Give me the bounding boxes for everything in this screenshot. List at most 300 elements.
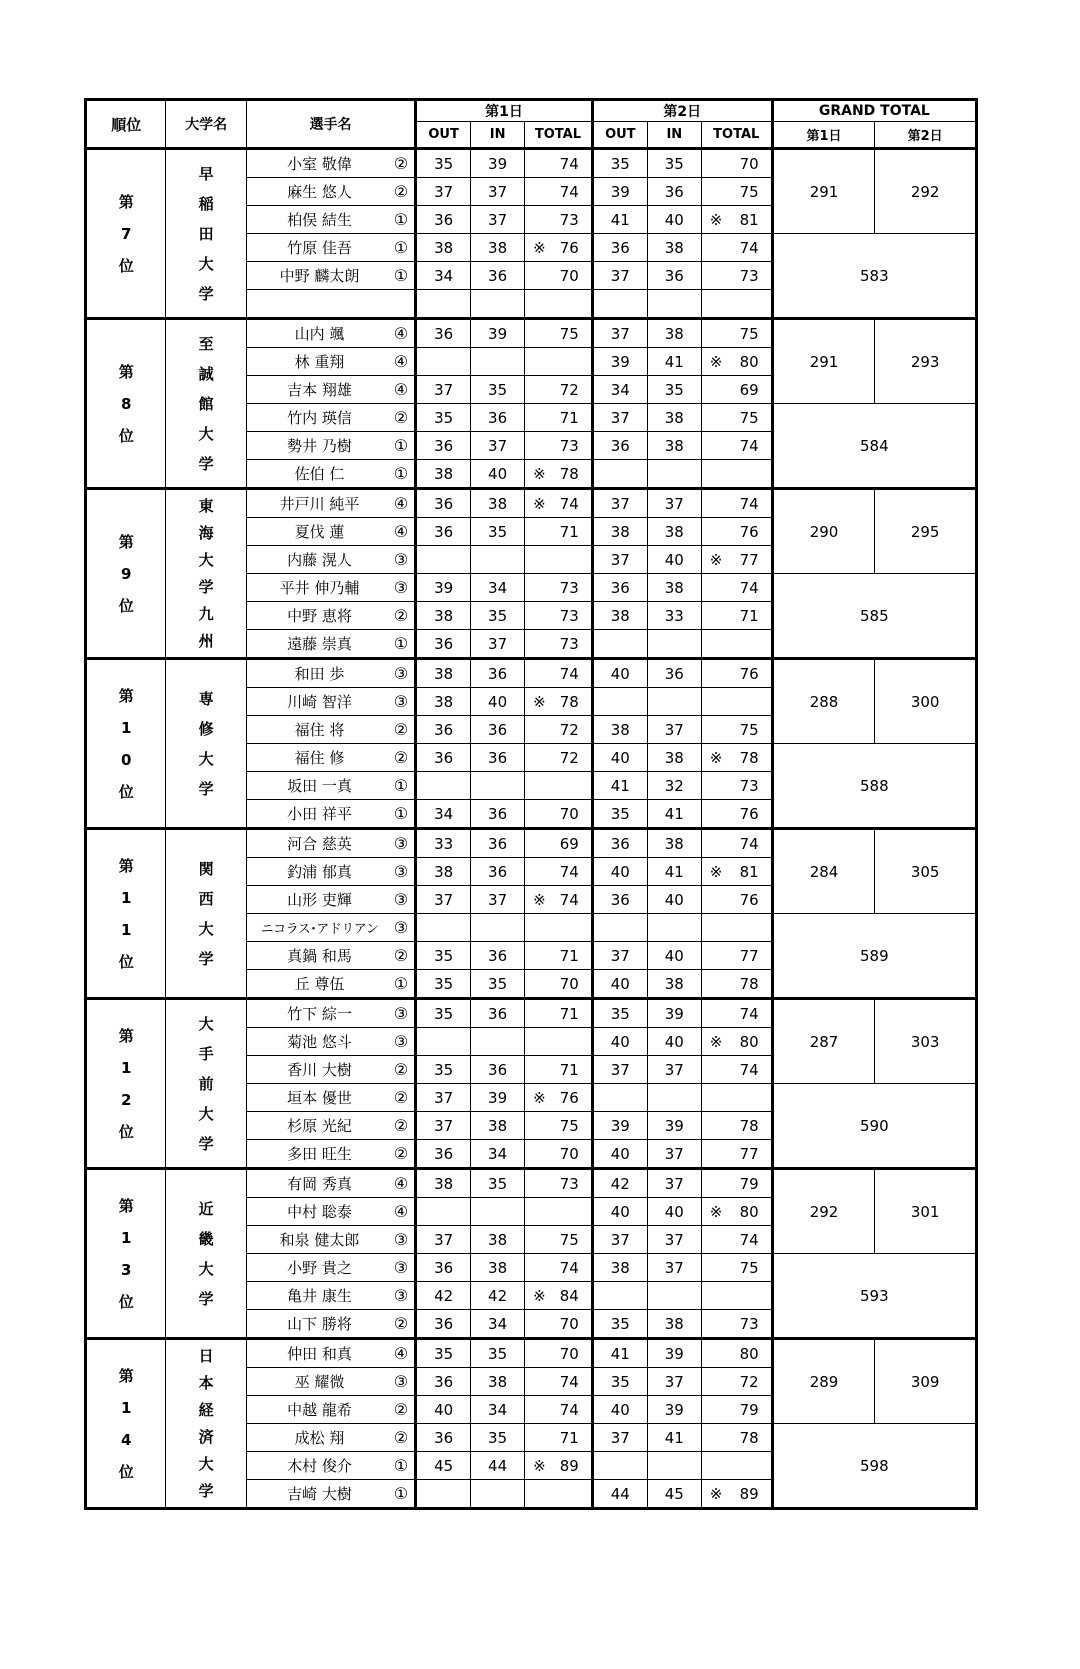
player-name-cell [246, 574, 415, 602]
player-name: 麻生 悠人 [287, 183, 352, 201]
d2-out-score: 35 [592, 999, 647, 1028]
d1-total-score: 72 [559, 748, 579, 767]
player-name: 丘 尊伍 [294, 975, 345, 993]
player-grade: ② [393, 154, 409, 173]
d2-total-score-cell [701, 1198, 772, 1226]
player-name-cell [246, 234, 415, 262]
d1-in-score: 35 [471, 376, 525, 404]
d2-in-score: 37 [647, 1056, 701, 1084]
rank-char: 9 [120, 564, 132, 583]
d2-out-score [592, 460, 647, 489]
d2-out-score: 35 [592, 149, 647, 178]
d2-in-score: 38 [647, 319, 701, 348]
d2-out-score: 41 [592, 1339, 647, 1368]
d2-in-score [647, 688, 701, 716]
d2-out-score [592, 630, 647, 659]
team-grand-total: 598 [772, 1424, 976, 1509]
d1-out-score: 38 [416, 460, 471, 489]
d1-total-score: 75 [559, 324, 579, 343]
university-char: 海 [198, 523, 214, 542]
d2-total-score: 70 [739, 154, 759, 173]
excluded-score-mark: ※ [533, 494, 546, 513]
d1-in-score: 38 [471, 489, 525, 518]
player-grade: ① [393, 1456, 409, 1475]
d2-in-score [647, 290, 701, 319]
rank-char: 1 [120, 718, 132, 737]
d1-total-score: 73 [559, 436, 579, 455]
d1-total-score-cell [525, 1226, 593, 1254]
d1-out-score: 36 [416, 1310, 471, 1339]
team-day1-total: 291 [772, 319, 875, 404]
d1-out-score: 35 [416, 1339, 471, 1368]
d1-total-score-cell [525, 800, 593, 829]
d2-out-score: 36 [592, 234, 647, 262]
d2-total-score-cell [701, 1310, 772, 1339]
rank-cell [86, 1339, 166, 1509]
player-name: 吉崎 大樹 [287, 1485, 352, 1503]
player-name: 夏伐 蓮 [294, 523, 345, 541]
d2-total-score-cell [701, 290, 772, 319]
university-char: 館 [198, 394, 214, 413]
university-char: 近 [198, 1199, 214, 1218]
player-name: 福住 将 [294, 721, 345, 739]
player-name: 多田 旺生 [287, 1145, 352, 1163]
d1-total-score: 71 [559, 1428, 579, 1447]
d1-out-score: 34 [416, 800, 471, 829]
d1-total-score: 76 [559, 1088, 579, 1107]
player-name: 小野 貴之 [287, 1259, 352, 1277]
team-day2-total: 293 [875, 319, 977, 404]
d2-in-score: 38 [647, 234, 701, 262]
player-grade: ③ [393, 692, 409, 711]
d2-out-score: 42 [592, 1169, 647, 1198]
player-grade: ③ [393, 918, 409, 937]
d1-in-score [471, 914, 525, 942]
university-char: 学 [198, 1134, 214, 1153]
d1-out-score [416, 348, 471, 376]
d1-total-score: 73 [559, 210, 579, 229]
d1-in-score: 40 [471, 460, 525, 489]
d2-out-score [592, 1084, 647, 1112]
player-name-cell [246, 262, 415, 290]
team-grand-total: 593 [772, 1254, 976, 1339]
d1-out-score: 38 [416, 234, 471, 262]
d1-total-score: 75 [559, 1116, 579, 1135]
d1-total-score-cell [525, 404, 593, 432]
header-gt-day2: 第2日 [875, 122, 977, 149]
d1-in-score: 34 [471, 1396, 525, 1424]
d2-total-score-cell [701, 886, 772, 914]
rank-char: 2 [120, 1090, 132, 1109]
d2-total-score: 81 [739, 210, 759, 229]
d1-total-score: 89 [559, 1456, 579, 1475]
player-grade: ① [393, 238, 409, 257]
player-name-cell [246, 1028, 415, 1056]
header-rank: 順位 [86, 100, 166, 149]
d2-out-score: 37 [592, 404, 647, 432]
d2-total-score: 74 [739, 834, 759, 853]
d1-out-score: 38 [416, 1169, 471, 1198]
d1-total-score: 74 [559, 1400, 579, 1419]
university-char: 学 [198, 1481, 214, 1500]
d2-out-score: 38 [592, 716, 647, 744]
university-cell [166, 829, 246, 999]
d1-in-score: 37 [471, 178, 525, 206]
player-grade: ② [393, 1144, 409, 1163]
team-grand-total: 590 [772, 1084, 976, 1169]
d2-total-score-cell [701, 1480, 772, 1509]
d2-in-score: 38 [647, 1310, 701, 1339]
d2-in-score: 38 [647, 574, 701, 602]
d1-total-score: 74 [559, 154, 579, 173]
d1-in-score: 35 [471, 1169, 525, 1198]
player-grade: ② [393, 1060, 409, 1079]
player-name-cell [246, 914, 415, 942]
d2-total-score: 80 [739, 1032, 759, 1051]
player-grade: ② [393, 1428, 409, 1447]
d1-out-score: 37 [416, 1112, 471, 1140]
player-name-cell [246, 1282, 415, 1310]
rank-char: 1 [120, 1228, 132, 1247]
team-day2-total: 309 [875, 1339, 977, 1424]
university-cell [166, 489, 246, 659]
d2-out-score: 39 [592, 1112, 647, 1140]
player-name: 和田 歩 [294, 665, 345, 683]
player-name-cell [246, 858, 415, 886]
player-name: 菊池 悠斗 [287, 1033, 352, 1051]
player-name-cell [246, 206, 415, 234]
d2-total-score: 80 [739, 352, 759, 371]
d2-total-score-cell [701, 800, 772, 829]
player-name-cell [246, 149, 415, 178]
d1-total-score: 70 [559, 974, 579, 993]
d1-total-score-cell [525, 1310, 593, 1339]
d1-out-score: 37 [416, 376, 471, 404]
d2-out-score: 40 [592, 1140, 647, 1169]
d1-in-score [471, 290, 525, 319]
team-day2-total: 303 [875, 999, 977, 1084]
team-grand-total: 588 [772, 744, 976, 829]
d2-out-score: 37 [592, 1226, 647, 1254]
player-name: 亀井 康生 [287, 1287, 352, 1305]
d1-in-score: 36 [471, 942, 525, 970]
d1-total-score: 71 [559, 946, 579, 965]
player-name-cell [246, 1452, 415, 1480]
player-grade: ② [393, 606, 409, 625]
results-table [84, 98, 978, 1510]
university-cell [166, 999, 246, 1169]
d1-in-score: 34 [471, 1310, 525, 1339]
d2-total-score-cell [701, 546, 772, 574]
rank-cell [86, 149, 166, 319]
team-day1-total: 290 [772, 489, 875, 574]
d2-total-score-cell [701, 1396, 772, 1424]
d1-total-score: 74 [559, 1258, 579, 1277]
player-grade: ② [393, 720, 409, 739]
d1-total-score-cell [525, 1084, 593, 1112]
university-char: 学 [198, 284, 214, 303]
d2-total-score: 79 [739, 1174, 759, 1193]
university-char: 州 [198, 631, 214, 650]
d2-in-score [647, 1084, 701, 1112]
d2-out-score: 40 [592, 1198, 647, 1226]
d2-out-score: 37 [592, 942, 647, 970]
header-d2-total: TOTAL [701, 122, 772, 149]
d2-total-score-cell [701, 489, 772, 518]
player-grade: ② [393, 408, 409, 427]
d1-out-score [416, 546, 471, 574]
d1-total-score: 71 [559, 1004, 579, 1023]
player-name: 巫 耀微 [294, 1373, 345, 1391]
rank-char: 第 [118, 1026, 134, 1045]
d2-in-score [647, 460, 701, 489]
rank-char: 第 [118, 532, 134, 551]
d2-total-score-cell [701, 659, 772, 688]
player-grade: ① [393, 634, 409, 653]
d1-total-score: 84 [559, 1286, 579, 1305]
d2-total-score-cell [701, 178, 772, 206]
d2-out-score [592, 688, 647, 716]
university-char: 学 [198, 1289, 214, 1308]
university-char: 学 [198, 577, 214, 596]
d2-total-score: 76 [739, 522, 759, 541]
player-name-cell [246, 630, 415, 659]
d1-total-score-cell [525, 970, 593, 999]
d2-out-score: 37 [592, 1424, 647, 1452]
d2-total-score: 74 [739, 1060, 759, 1079]
d2-in-score: 40 [647, 886, 701, 914]
d1-out-score [416, 1198, 471, 1226]
player-name: 遠藤 崇真 [287, 635, 352, 653]
d1-total-score: 74 [559, 182, 579, 201]
d2-out-score: 40 [592, 659, 647, 688]
d2-in-score: 39 [647, 1339, 701, 1368]
d1-total-score-cell [525, 886, 593, 914]
player-name-cell [246, 1480, 415, 1509]
player-grade: ① [393, 436, 409, 455]
player-grade: ③ [393, 578, 409, 597]
d1-total-score-cell [525, 829, 593, 858]
university-cell [166, 149, 246, 319]
rank-char: 第 [118, 686, 134, 705]
rank-char: 位 [118, 952, 134, 971]
team-grand-total: 584 [772, 404, 976, 489]
d2-total-score: 74 [739, 1230, 759, 1249]
d1-in-score: 34 [471, 574, 525, 602]
rank-char: 1 [120, 888, 132, 907]
d2-in-score: 40 [647, 1028, 701, 1056]
d1-out-score [416, 290, 471, 319]
rank-char: 第 [118, 1366, 134, 1385]
d2-total-score-cell [701, 1339, 772, 1368]
d1-out-score: 35 [416, 970, 471, 999]
d2-in-score: 41 [647, 800, 701, 829]
d1-total-score-cell [525, 942, 593, 970]
d1-in-score: 37 [471, 630, 525, 659]
d1-out-score: 39 [416, 574, 471, 602]
d2-total-score-cell [701, 716, 772, 744]
d2-total-score-cell [701, 688, 772, 716]
player-name: 竹内 瑛信 [287, 409, 352, 427]
player-name: 竹下 綜一 [287, 1005, 352, 1023]
university-char: 専 [198, 689, 214, 708]
d1-total-score: 78 [559, 464, 579, 483]
d2-total-score-cell [701, 630, 772, 659]
d2-out-score: 35 [592, 1368, 647, 1396]
d1-in-score [471, 1028, 525, 1056]
d1-out-score: 38 [416, 659, 471, 688]
rank-char: 位 [118, 596, 134, 615]
d2-total-score-cell [701, 999, 772, 1028]
d1-in-score: 36 [471, 744, 525, 772]
d2-in-score: 40 [647, 942, 701, 970]
d2-total-score-cell [701, 206, 772, 234]
university-char: 学 [198, 949, 214, 968]
d1-in-score: 36 [471, 404, 525, 432]
player-name-cell [246, 1056, 415, 1084]
d2-in-score: 38 [647, 518, 701, 546]
d1-total-score-cell [525, 574, 593, 602]
d1-out-score: 35 [416, 1056, 471, 1084]
excluded-score-mark: ※ [709, 550, 723, 569]
d1-out-score: 35 [416, 999, 471, 1028]
d1-total-score-cell [525, 1056, 593, 1084]
d2-out-score: 41 [592, 206, 647, 234]
d1-out-score: 36 [416, 518, 471, 546]
d2-total-score-cell [701, 262, 772, 290]
d1-total-score-cell [525, 290, 593, 319]
player-name-cell [246, 942, 415, 970]
d1-total-score-cell [525, 1198, 593, 1226]
d2-total-score: 77 [739, 1144, 759, 1163]
excluded-score-mark: ※ [709, 862, 723, 881]
d1-out-score: 35 [416, 149, 471, 178]
player-name: 内藤 滉人 [287, 551, 352, 569]
d2-in-score [647, 630, 701, 659]
d1-out-score [416, 1480, 471, 1509]
d1-out-score: 38 [416, 858, 471, 886]
university-char: 大 [198, 550, 214, 569]
player-name: 井戸川 純平 [279, 495, 360, 513]
player-name-cell [246, 546, 415, 574]
d1-out-score: 37 [416, 886, 471, 914]
table-row [86, 1339, 977, 1368]
d2-total-score: 76 [739, 804, 759, 823]
d1-in-score: 37 [471, 432, 525, 460]
d1-in-score [471, 772, 525, 800]
player-grade: ① [393, 1484, 409, 1503]
header-d1-in: IN [471, 122, 525, 149]
player-name: 有岡 秀真 [287, 1175, 352, 1193]
d2-total-score-cell [701, 1254, 772, 1282]
rank-char: 位 [118, 426, 134, 445]
university-char: 畿 [198, 1229, 214, 1248]
d2-in-score: 39 [647, 1112, 701, 1140]
rank-char: 1 [120, 1398, 132, 1417]
team-day1-total: 284 [772, 829, 875, 914]
player-grade: ② [393, 1088, 409, 1107]
player-grade: ① [393, 804, 409, 823]
header-d2-in: IN [647, 122, 701, 149]
d1-in-score: 39 [471, 319, 525, 348]
player-grade: ② [393, 182, 409, 201]
rank-cell [86, 829, 166, 999]
rank-char: 位 [118, 1122, 134, 1141]
player-grade: ④ [393, 1344, 409, 1363]
d2-total-score: 78 [739, 1116, 759, 1135]
rank-cell [86, 489, 166, 659]
player-grade: ④ [393, 380, 409, 399]
excluded-score-mark: ※ [709, 1032, 723, 1051]
rank-char: 第 [118, 1196, 134, 1215]
d2-total-score: 73 [739, 776, 759, 795]
d2-out-score: 38 [592, 518, 647, 546]
header-day2: 第2日 [592, 100, 772, 122]
d1-total-score: 74 [559, 862, 579, 881]
d2-total-score: 72 [739, 1372, 759, 1391]
player-grade: ① [393, 974, 409, 993]
d2-in-score: 36 [647, 659, 701, 688]
d1-out-score: 36 [416, 1368, 471, 1396]
rank-char: 8 [120, 394, 132, 413]
university-char: 早 [198, 164, 214, 183]
d1-out-score: 36 [416, 319, 471, 348]
d2-total-score-cell [701, 772, 772, 800]
d2-total-score-cell [701, 970, 772, 999]
d2-out-score: 37 [592, 489, 647, 518]
player-name: 吉本 翔雄 [287, 381, 352, 399]
d1-total-score: 72 [559, 380, 579, 399]
d1-total-score-cell [525, 546, 593, 574]
d2-out-score: 39 [592, 178, 647, 206]
player-name-cell [246, 659, 415, 688]
university-char: 本 [198, 1373, 214, 1392]
d1-total-score: 72 [559, 720, 579, 739]
player-name-cell [246, 1339, 415, 1368]
player-grade: ② [393, 946, 409, 965]
d2-in-score: 38 [647, 970, 701, 999]
d1-total-score-cell [525, 744, 593, 772]
university-char: 経 [198, 1400, 214, 1419]
university-char: 済 [198, 1427, 214, 1446]
player-name-cell [246, 319, 415, 348]
excluded-score-mark: ※ [709, 210, 723, 229]
d2-total-score-cell [701, 234, 772, 262]
player-name: 坂田 一真 [287, 777, 352, 795]
player-name-cell [246, 800, 415, 829]
d1-total-score: 76 [559, 238, 579, 257]
d2-in-score: 39 [647, 1396, 701, 1424]
d2-total-score-cell [701, 1084, 772, 1112]
d2-total-score-cell [701, 1112, 772, 1140]
d1-in-score: 36 [471, 262, 525, 290]
d2-total-score: 75 [739, 182, 759, 201]
header-university: 大学名 [166, 100, 246, 149]
d2-total-score: 71 [739, 606, 759, 625]
player-grade: ① [393, 266, 409, 285]
d1-in-score: 38 [471, 1254, 525, 1282]
d2-in-score: 38 [647, 432, 701, 460]
team-grand-total: 585 [772, 574, 976, 659]
d1-in-score: 42 [471, 1282, 525, 1310]
player-name-cell [246, 716, 415, 744]
d2-total-score: 78 [739, 974, 759, 993]
player-name-cell [246, 829, 415, 858]
d1-in-score: 37 [471, 206, 525, 234]
d1-out-score: 36 [416, 630, 471, 659]
d1-total-score: 74 [559, 1372, 579, 1391]
excluded-score-mark: ※ [533, 1456, 546, 1475]
